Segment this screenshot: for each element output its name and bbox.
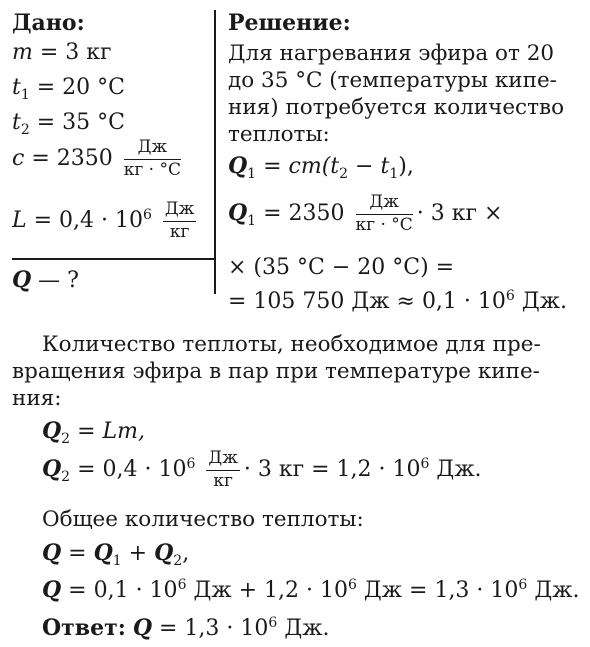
given-latent-heat: $L = 0,4 \cdot 10^6$ $\frac{Дж}{кг}$ — [12, 199, 195, 242]
solution-heading: Решение: — [228, 10, 351, 36]
given-specific-heat: c = 2350 $\frac{Дж}{кг \cdot ^\circ C}$ — [12, 137, 182, 180]
equation-q1-result: = 105 750 Дж ≈ $0,1 \cdot 10^6$ Дж. — [228, 288, 567, 314]
vaporization-paragraph: Количество теплоты, необходимое для пре- вращения эфира в пар при температуре кипе- ния: — [12, 332, 541, 411]
equation-q1-formula: $Q_1 = cm(t_2 - t_1)$, — [228, 153, 414, 182]
equation-q1-continued: × (35 °C − 20 °C) = — [228, 255, 455, 280]
fraction: $\frac{Дж}{кг}$ — [164, 199, 195, 242]
total-heat-label: Общее количество теплоты: — [42, 507, 364, 532]
given-solution-divider — [214, 10, 216, 294]
fraction: $\frac{Дж}{кг \cdot ^\circ C}$ — [123, 137, 182, 180]
given-t2: $t_2 = 35$ °C — [12, 110, 126, 138]
equation-total-formula: $Q = Q_1 + Q_2$, — [42, 540, 190, 569]
given-heading: Дано: — [12, 10, 85, 36]
given-underline — [12, 258, 214, 260]
equation-q2-calculation: $Q_2 = 0,4 \cdot 10^6$ $\frac{Дж}{кг}$ · 3 кг = $1,2 \cdot 10^6$ Дж. — [42, 448, 482, 491]
given-mass: m = 3 кг — [12, 40, 112, 65]
given-t1: $t_1 = 20$ °C — [12, 75, 126, 103]
solution-intro: Для нагревания эфира от 20 до 35 °C (температуры кипе- ния) потребуется количество теплоты: — [228, 41, 565, 147]
equation-q1-substitution: $Q_1 = 2350$ $\frac{Дж}{кг \cdot ^\circ C}$ · 3 кг × — [228, 192, 503, 235]
find-Q: Q — ? — [12, 267, 79, 293]
answer-line: Ответ: $Q = 1,3 \cdot 10^6$ Дж. — [42, 615, 330, 641]
fraction: $\frac{Дж}{кг}$ — [208, 448, 238, 491]
fraction: $\frac{Дж}{кг \cdot ^\circ C}$ — [355, 192, 413, 235]
equation-q2-formula: $Q_2 = Lm$, — [42, 418, 145, 447]
equation-total-calculation: $Q = 0,1 \cdot 10^6$ Дж + $1,2 \cdot 10^6$ Дж = $1,3 \cdot 10^6$ Дж. — [42, 577, 580, 603]
